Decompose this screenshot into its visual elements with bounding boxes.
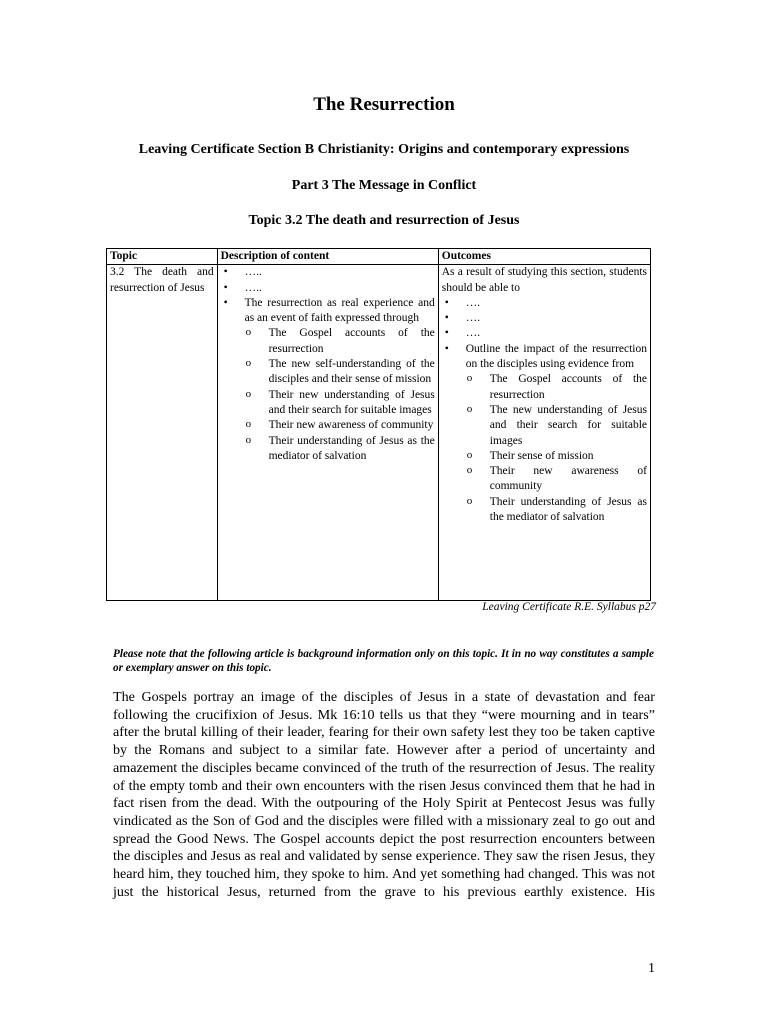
outcomes-subitems [442,372,647,525]
list-item: o The new self-understanding of the disciples and their sense of mission [269,357,435,388]
page-title: The Resurrection [313,94,455,115]
header-topic: Topic [107,249,218,265]
list-item: o The Gospel accounts of the resurrection [269,326,435,357]
syllabus-source-citation: Leaving Certificate R.E. Syllabus p27 [482,601,656,613]
part-heading: Part 3 The Message in Conflict [291,178,477,193]
topic-cell: 3.2 The death and resurrection of Jesus [107,265,218,601]
list-item: o Their understanding of Jesus as the mediator of salvation [490,495,647,526]
section-heading: Leaving Certificate Section B Christianity: Origins and contemporary expressions [138,142,630,157]
list-item: o Their new understanding of Jesus and their search for suitable images [269,388,435,419]
disclaimer-note: Please note that the following article is background information only on this topic. It in no way constitutes a sample or exemplary answer on this topic. [113,648,654,674]
list-item: • …. [466,296,647,311]
list-item: • …. [466,326,647,341]
outcomes-intro: As a result of studying this section, students should be able to [441,266,647,294]
syllabus-table [106,248,651,601]
list-item: • ….. [245,265,435,280]
page-number: 1 [648,961,655,976]
list-item: o Their understanding of Jesus as the mediator of salvation [269,434,435,465]
list-item: o Their sense of mission [490,449,647,464]
outcomes-cell [438,265,650,601]
list-item: o The new understanding of Jesus and their search for suitable images [490,403,647,449]
list-item: • …. [466,311,647,326]
header-outcomes: Outcomes [438,249,650,265]
list-item: • The resurrection as real experience and as an event of faith expressed through [245,296,435,327]
outcomes-bullets [442,296,647,372]
list-item: • Outline the impact of the resurrection on the disciples using evidence from [466,342,647,373]
list-item: o The Gospel accounts of the resurrection [490,372,647,403]
list-item: o Their new awareness of community [269,418,435,433]
article-body: The Gospels portray an image of the disciples of Jesus in a state of devastation and fear following the crucifixion of Jesus. Mk 16:10 tells us that they “were mourning and in tears” after the brutal killing of their leader, fearing for their own safety lest they too be taken captive by the Romans and subject to a similar fate. However after a period of uncertainty and amazement the disciples became convinced of the truth of the resurrection of Jesus. The reality of the empty tomb and their own encounters with the risen Jesus convinced them that he had in fact risen from the dead. With the outpouring of the Holy Spirit at Pentecost Jesus was fully vindicated as the Son of God and the disciples were filled with a missionary zeal to go out and spread the Good News. The Gospel accounts depict the post resurrection encounters between the disciples and Jesus as real and validated by sense experience. They saw the risen Jesus, they heard him, they touched him, they spoke to him. And yet something had changed. This was not just the historical Jesus, returned from the grave to his previous earthly existence. His [113,689,655,900]
table-row [107,265,651,601]
description-bullets [221,265,435,326]
header-description: Description of content [217,249,438,265]
description-cell [217,265,438,601]
table-header-row [107,249,651,265]
list-item: o Their new awareness of community [490,464,647,495]
list-item: • ….. [245,281,435,296]
description-subitems [221,326,435,464]
topic-heading: Topic 3.2 The death and resurrection of Jesus [248,213,520,228]
